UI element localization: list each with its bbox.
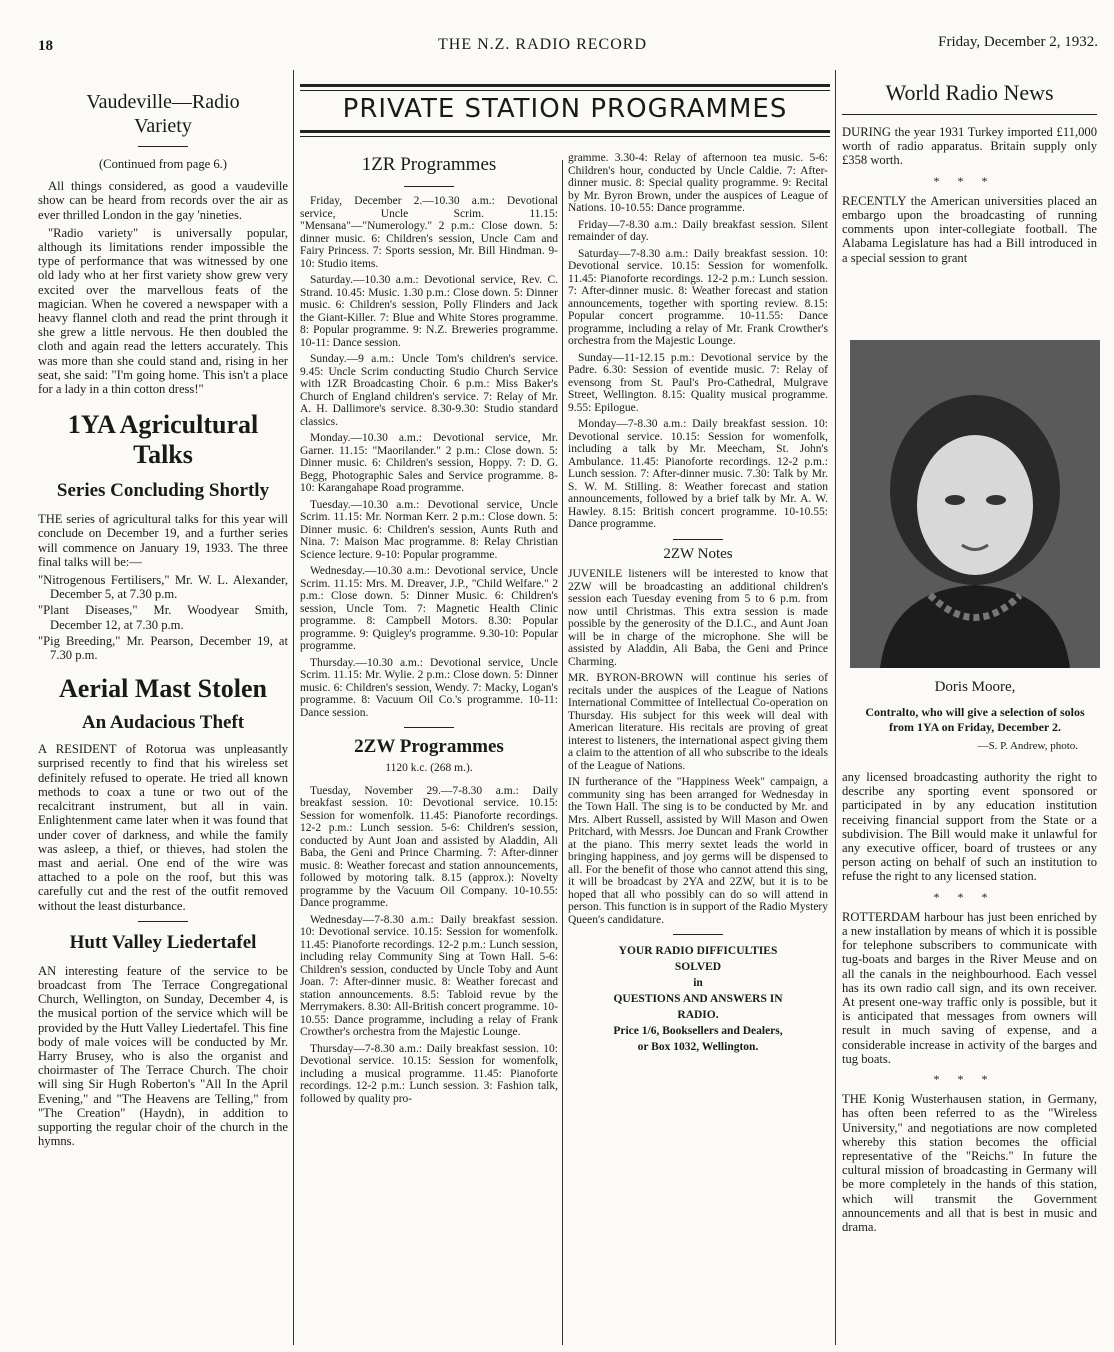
continued-note: (Continued from page 6.): [98, 157, 227, 171]
programme-day: Sunday—11-12.15 p.m.: Devotional service by the Padre. 6.30: Session of eventide music. 7: Relay of evensong from St. Paul's Pro-Cathedral, Mulgrave Street, Wellington. 8.15: Quality musical programme. 9.55: Epilogue.: [568, 351, 828, 414]
portrait-photo: [850, 340, 1100, 668]
publication-title: THE N.Z. RADIO RECORD: [438, 36, 647, 53]
agri-heading: [38, 410, 288, 470]
programme-day: Tuesday.—10.30 a.m.: Devotional service, Uncle Scrim. 11.15: Mr. Norman Kerr. 2 p.m.: Close down. 5: Dinner music. 6: Children's session, Aunts Ruth and Nina. 7: Maison Mac programme. 8: Relay Christian Science lecture. 9-10: Popular programme.: [300, 498, 558, 561]
vaudeville-heading: [38, 90, 288, 138]
notes-heading: 2ZW Notes: [663, 545, 733, 562]
divider: [842, 114, 1097, 115]
paragraph: A RESIDENT of Rotorua was unpleasantly surprised recently to find that his wireless set definitely refused to operate. He tried all known methods to coax a tune or two out of the recalcitrant instrument, but all in vain. Enlightenment came later when it was found that under cover of darkness, and while the family was asleep, a thief, or thieves, had stolen the mast and aerial. One end of the wire was attached to a pole on the roof, but this was carefully cut and the rest of the outfit removed without the least disturbance.: [38, 742, 288, 913]
twozw-frequency: 1120 k.c. (268 m.).: [385, 762, 473, 774]
ad-line: Price 1/6, Booksellers and Dealers,: [613, 1025, 783, 1037]
paragraph: RECENTLY the American universities placed an embargo upon the broadcasting of running comments upon inter-collegiate football. The Alabama Legislature has had a Bill introduced in a special session to grant: [842, 193, 1097, 265]
column-centre-right: [568, 152, 828, 1055]
paragraph: JUVENILE listeners will be interested to know that 2ZW will be broadcasting an additional children's session each Tuesday evening from 5 to 6 p.m. from now until Christmas. This extra session is made possible by the generosity of the D.I.C., and Aunt Joan will be in charge of the microphone. She will be assisted by Aladdin, Ali Baba, the Geni and Prince Charming.: [568, 568, 828, 668]
paragraph: IN furtherance of the "Happiness Week" campaign, a community sing has been arranged for Wednesday in the Town Hall. The sing is to be conducted by Mr. and Mrs. Albert Russell, assisted by Will Mason and Owen Pritchard, with Messrs. Joe Duncan and Frank Crowther at the piano. This merry sextet leads the world in bringing happiness, and joy germs will be dispensed to all. For the benefit of those who cannot attend this sing, it will be broadcast by 2YA and 2ZW, but it is to be hoped that all who possibly can do so will attend in person. This function is in support of the Radio Mystery Queen's candidature.: [568, 776, 828, 926]
hutt-heading: Hutt Valley Liedertafel: [69, 931, 257, 953]
paragraph: DURING the year 1931 Turkey imported £11,000 worth of radio apparatus. Britain supply only £358 worth.: [842, 125, 1097, 168]
title-rule: [300, 84, 830, 91]
separator-stars: ***: [933, 889, 1006, 904]
programme-day: Thursday—7-8.30 a.m.: Daily breakfast session. 10: Devotional service. 10.15: Session for womenfolk, including a musical programme. 11.45: Pianoforte recordings. 12-2 p.m.: Lunch session. 3: Fashion talk, followed by quality pro-: [300, 1042, 558, 1105]
heading-line: Talks: [133, 440, 193, 470]
page-header: [38, 30, 1098, 60]
divider: [404, 186, 454, 187]
paragraph: THE Konig Wusterhausen station, in Germany, has often been referred to as the "Wireless University," and negotiations are now completed whereby this station becomes the official representative of the "Reichs." In future the cultural mission of broadcasting in Germany will be more completely in the hands of this station, which will transmit the Government announcements and all that is best in music and drama.: [842, 1092, 1097, 1235]
list-item: "Pig Breeding," Mr. Pearson, December 19, at 7.30 p.m.: [38, 633, 288, 663]
advertisement: [568, 943, 828, 1055]
paragraph: ROTTERDAM harbour has just been enriched by a new installation by means of which it is possible for telephone subscribers to communicate with tug-boats and barges in the River Meuse and on all the canals in the neighbourhood. Each vessel has its own radio call sign, and its own receiver. At present one-way traffic only is possible, but it is anticipated that messages from owners will result in much saving of expense, and a considerable increase in activity of the barges and tug boats.: [842, 909, 1097, 1066]
programme-day: Monday—7-8.30 a.m.: Daily breakfast session. 10: Devotional service. 10.15: Session for womenfolk, including a talk by Mr. Meecham, St. John's Ambulance. 11.45: Pianoforte recordings. 12-2 p.m.: Lunch session. 7: After-dinner music. 7.30: Talk by Mr. S. W. M. Stilling. 8: Weather forecast and station announcements, followed by a brief talk by Mr. A. W. Hawley. 8.15: British concert programme. 10-10.55: Dance programme.: [568, 418, 828, 530]
separator-stars: ***: [933, 173, 1006, 188]
ad-line: YOUR RADIO DIFFICULTIES: [618, 945, 778, 957]
programme-day: Thursday.—10.30 a.m.: Devotional service, Uncle Scrim. 11.15: Mr. Wylie. 2 p.m.: Close down. 5: Dinner music. 6: Children's session, Wendy. 7: Macky, Logan's programme. 8: Vacuum Oil Co.'s programme. 10-11: Dance session.: [300, 656, 558, 719]
programme-day: Wednesday.—10.30 a.m.: Devotional service, Uncle Scrim. 11.15: Mrs. M. Dreaver, J.P., "Child Welfare." 2 p.m.: Close down. 5: Dinner Music. 6: Children's session, Uncle Tom. 7: Magnetic Health Clinic programme. 8: Campbell Motors. 8.30: Popular programme. 9: Quigley's programme. 9.30-10: Popular programme.: [300, 565, 558, 652]
divider: [138, 921, 188, 922]
ad-line: SOLVED: [674, 961, 722, 973]
title-rule: [300, 130, 830, 137]
ad-line: QUESTIONS AND ANSWERS IN: [613, 993, 783, 1005]
mast-subheading: An Audacious Theft: [81, 712, 245, 734]
divider: [673, 934, 723, 935]
programme-day: Saturday.—10.30 a.m.: Devotional service, Rev. C. Strand. 10.45: Music. 1.30 p.m.: Close down. 5: Dinner music. 6: Children's session, Polly Flinders and Jack the Giant-Killer. 7: Blue and White Stores programme. 8: Popular programme. 9: N.Z. Breweries programme. 10-11: Dance session.: [300, 274, 558, 349]
ad-line: RADIO.: [677, 1009, 719, 1021]
mast-heading: Aerial Mast Stolen: [59, 674, 267, 704]
ad-line: in: [693, 977, 703, 989]
world-heading: World Radio News: [885, 80, 1054, 105]
section-title: PRIVATE STATION PROGRAMMES: [342, 94, 788, 124]
programme-day: Sunday.—9 a.m.: Uncle Tom's children's service. 9.45: Uncle Scrim conducting Studio Church Service with 1ZR Broadcasting Choir. 6 p.m.: Miss Baker's Church of England children's service. 7: Relay of Mr. A. H. Dallimore's service. 8.30-9.30: Studio standard classics.: [300, 353, 558, 428]
list-item: "Plant Diseases," Mr. Woodyear Smith, December 12, at 7.30 p.m.: [38, 603, 288, 632]
column-left: [38, 86, 288, 1152]
agri-subheading: Series Concluding Shortly: [56, 480, 270, 502]
separator-stars: ***: [933, 1072, 1006, 1087]
heading-line: Variety: [134, 115, 192, 137]
programme-day: gramme. 3.30-4: Relay of afternoon tea music. 5-6: Children's hour, conducted by Uncle Caldie. 7: After-dinner music. 8: Special quality programme. 9: Recital by Mr. Byron Brown, under the auspices of League of Nations. 10-10.55: Dance programme.: [568, 152, 828, 214]
page-number: 18: [38, 38, 53, 54]
paragraph: "Radio variety" is universally popular, although its limitations render impossible the type of performance that was witnessed by one old lady who at her first variety show grew very excited over the marvellous feats of the magician. When he covered a newspaper with a heavy flannel cloth and read the print through it she grew a little nervous. He then doubled the cloth and again read the letters accurately. This was more than she could stand and, rising in her seat, she said: "I'm going home. This isn't a place for a lady in a thin cotton dress!": [38, 225, 288, 397]
photo-caption: [852, 680, 1098, 754]
divider: [404, 727, 454, 728]
heading-line: 1YA Agricultural: [67, 410, 259, 440]
paragraph: MR. BYRON-BROWN will continue his series of recitals under the auspices of the League of Nations International Committee of Intellectual Co-operation on Thursday. His subject for this week will deal with American literature. His recitals are proving of great interest to listeners, the international aspect giving them a claim to the attention of all who subscribe to the ideals of the League of Nations.: [568, 672, 828, 772]
programme-day: Saturday—7-8.30 a.m.: Daily breakfast session. 10: Devotional service. 10.15: Session for womenfolk. 11.45: Pianoforte recordings. 12-2 p.m.: Lunch session. 7: After-dinner music. 8: Weather forecast and station announcements, together with sporting review. 8.15: Popular concert programme. 10-11.55: Dance programme, including a relay of Mr. Frank Crowther's orchestra from the Majestic Lounge.: [568, 247, 828, 347]
divider: [673, 539, 723, 540]
column-rule: [562, 160, 563, 1345]
column-right-bottom: [842, 770, 1097, 1238]
heading-line: Vaudeville—Radio: [86, 91, 240, 113]
divider: [138, 146, 188, 147]
column-centre-left: [300, 150, 558, 1109]
izr-heading: 1ZR Programmes: [361, 154, 497, 175]
paragraph: All things considered, as good a vaudeville show can be heard from records over the air as ever thrilled London in the gay 'nineties.: [38, 179, 288, 222]
caption-text: Contralto, who will give a selection of solos from 1YA on Friday, December 2.: [865, 705, 1085, 734]
paragraph: THE series of agricultural talks for this year will conclude on December 19, and a further series will commence on January 19, 1933. The three final talks will be:—: [38, 512, 288, 569]
issue-date: Friday, December 2, 1932.: [938, 34, 1098, 50]
programme-day: Wednesday—7-8.30 a.m.: Daily breakfast session. 10: Devotional service. 10.15: Session for womenfolk. 11.45: Pianoforte recordings. 12-2 p.m.: Lunch session, including relay Community Sing at Town Hall. 5-6: Children's session, conducted by Uncle Toby and Aunt Joan. 7: After-dinner music. 8: Weather forecast and station announcements. 8.5: Tabloid revue by the Merrymakers. 8.30: All-British concert programme. 10-10.55: Dance programme, including a relay of Frank Crowther's orchestra from the Majestic Lounge.: [300, 913, 558, 1038]
column-right-top: [842, 76, 1097, 269]
column-rule: [835, 70, 836, 1345]
portrait-image: [850, 340, 1100, 668]
programme-day: Monday.—10.30 a.m.: Devotional service, Mr. Garner. 11.15: "Maorilander." 2 p.m.: Close down. 5: Dinner music. 6: Children's session, Hoppy. 7: D. G. Begg, Photographic Sales and Service programme. 8-10: Karangahape Road programme.: [300, 432, 558, 494]
list-item: "Nitrogenous Fertilisers," Mr. W. L. Alexander, December 5, at 7.30 p.m.: [38, 573, 288, 602]
caption-name: Doris Moore,: [934, 679, 1016, 695]
ad-line: or Box 1032, Wellington.: [637, 1041, 759, 1053]
column-rule: [293, 70, 294, 1345]
programme-day: Tuesday, November 29.—7-8.30 a.m.: Daily breakfast session. 10: Devotional service. 10.15: Session for womenfolk. 11.45: Pianoforte recordings. 12-2 p.m.: Lunch session. 5-6: Children's session, conducted by Aunt Joan and assisted by Aladdin, Ali Baba, the Geni and Prince Charming. 7: After-dinner music. 8: Weather forecast and station announcements, followed by motoring talk. 8.15 (approx.): Novelty programme by the Vacuum Oil Company. 10-10.55: Dance programme.: [300, 784, 558, 909]
programme-day: Friday, December 2.—10.30 a.m.: Devotional service, Uncle Scrim. 11.15: "Mensana"—"Numerology." 2 p.m.: Close down. 5: dinner music. 6: Children's session, Uncle Cam and Fairy Princess. 7: Sports session, Mr. Bill Hindman. 9-10: Studio items.: [300, 195, 558, 270]
photo-credit: —S. P. Andrew, photo.: [977, 740, 1078, 752]
twozw-heading: 2ZW Programmes: [354, 736, 504, 757]
paragraph: any licensed broadcasting authority the right to describe any sporting event sponsored or participated in by any education institution receiving financial support from the State or a subdivision. The Bill would make it unlawful for any executive officer, board of trustees or any person acting on behalf of such an institution to refuse the right to any licensed station.: [842, 770, 1097, 884]
programme-day: Friday—7-8.30 a.m.: Daily breakfast session. Silent remainder of day.: [568, 218, 828, 243]
paragraph: AN interesting feature of the service to be broadcast from The Terrace Congregational Church, Wellington, on Sunday, December 4, is the musical portion of the service which will be provided by the Hutt Valley Liedertafel. This fine body of male voices will be conducted by Mr. Harry Brusey, who is also the organist and choirmaster of The Terrace Church. The choir will sing Sir Hugh Roberton's "All In the April Evening," and "The Heavens are Telling," from "The Creation" (Haydn), in addition to supporting the regular choir of the church in the hymns.: [38, 963, 288, 1149]
